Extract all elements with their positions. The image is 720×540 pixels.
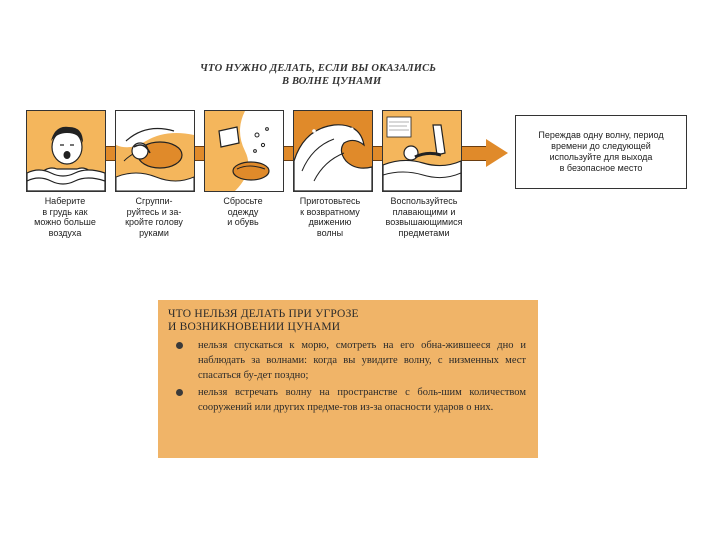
step-5-label: Воспользуйтесь плавающими и возвышающимися предметами [385,196,463,238]
dont-do-list [168,338,526,415]
step-2-illustration [115,110,195,192]
title-line-1: ЧТО НУЖНО ДЕЛАТЬ, ЕСЛИ ВЫ ОКАЗАЛИСЬ [200,63,437,74]
bullet-icon [176,389,183,396]
step-2-label: Сгруппи- руйтесь и за- кройте голову руками [125,196,183,238]
dont-do-box [158,300,538,458]
step-5-illustration [382,110,462,192]
timeline-arrow-head [486,139,508,167]
dont-do-title: ЧТО НЕЛЬЗЯ ДЕЛАТЬ ПРИ УГРОЗЕ И ВОЗНИКНОВЕНИИ ЦУНАМИ [168,308,359,333]
step-1-label: Наберите в грудь как можно больше воздуха [34,196,96,238]
step-4-label: Приготовьтесь к возвратному движению волны [299,196,361,238]
step-1-illustration [26,110,106,192]
list-item: нельзя спускаться к морю, смотреть на его обна-жившееся дно и наблюдать за волнами: когда вы увидите волну, с низменных мест спасаться бу-дет поздно; [168,338,526,383]
final-step-box: Переждав одну волну, период времени до следующей используйте для выхода в безопасное место [515,115,687,189]
step-3-illustration [204,110,284,192]
diagram-title [200,62,480,88]
title-line-2: В ВОЛНЕ ЦУНАМИ [282,76,382,87]
step-4-illustration [293,110,373,192]
step-3-label: Сбросьте одежду и обувь [223,196,263,227]
list-item: нельзя встречать волну на пространстве с боль-шим количеством сооружений или других предме-тов из-за опасности ударов о них. [168,385,526,415]
bullet-icon [176,342,183,349]
